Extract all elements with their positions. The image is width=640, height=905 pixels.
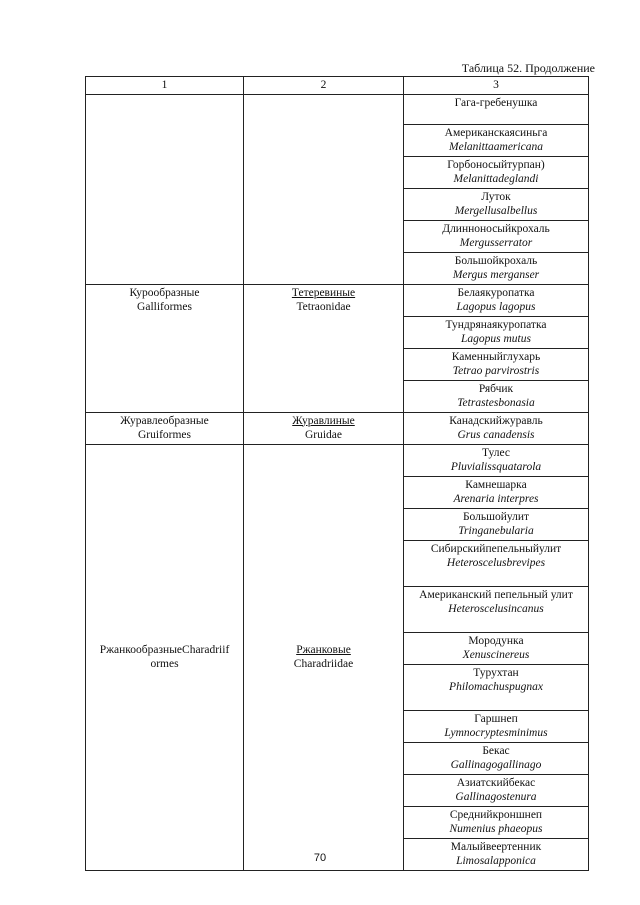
order-name-ru: Курообразные bbox=[129, 286, 200, 299]
species-cell bbox=[404, 316, 589, 348]
table-row bbox=[86, 94, 589, 124]
order-name-lat: Galliformes bbox=[137, 301, 192, 313]
species-cell bbox=[404, 540, 589, 586]
order-name-lat: ormes bbox=[150, 658, 179, 670]
species-name-lat: Limosalapponica bbox=[456, 855, 536, 867]
species-name-lat: Lagopus mutus bbox=[461, 333, 531, 345]
family-cell bbox=[244, 412, 404, 444]
species-cell bbox=[404, 508, 589, 540]
species-name-ru: Сибирскийпепельныйулит bbox=[430, 542, 562, 555]
table-row bbox=[86, 444, 589, 476]
species-name-ru: Бекас bbox=[482, 744, 510, 757]
species-name-lat: Arenaria interpres bbox=[453, 493, 539, 505]
species-name-ru: Гаршнеп bbox=[474, 712, 518, 725]
table-caption: Таблица 52. Продолжение bbox=[461, 61, 595, 75]
species-name-ru: Гага-гребенушка bbox=[454, 96, 538, 109]
order-cell bbox=[86, 94, 244, 284]
family-name-ru: Ржанковые bbox=[296, 643, 351, 656]
species-table bbox=[85, 76, 589, 871]
species-name-lat: Grus canadensis bbox=[457, 429, 535, 441]
species-name-ru: Азиатскийбекас bbox=[456, 776, 536, 789]
species-name-ru: Мородунка bbox=[468, 634, 524, 647]
species-name-lat: Philomachuspugnax bbox=[449, 681, 543, 693]
family-name-lat: Tetraonidae bbox=[296, 301, 351, 313]
species-name-lat: Lymnocryptesminimus bbox=[444, 727, 548, 739]
order-name-ru: Журавлеобразные bbox=[120, 414, 209, 427]
species-name-lat: Pluvialissquatarola bbox=[450, 461, 542, 473]
species-name-ru: Белаякуропатка bbox=[457, 286, 535, 299]
order-cell bbox=[86, 444, 244, 870]
header-col-2: 2 bbox=[244, 77, 404, 95]
species-cell bbox=[404, 476, 589, 508]
species-name-ru: Малыйвеертенник bbox=[450, 840, 542, 853]
family-cell bbox=[244, 94, 404, 284]
species-name-lat: Lagopus lagopus bbox=[456, 301, 536, 313]
family-name-ru: Журавлиные bbox=[292, 414, 355, 427]
species-cell bbox=[404, 156, 589, 188]
species-cell bbox=[404, 94, 589, 124]
species-name-ru: Канадскийжуравль bbox=[449, 414, 543, 427]
species-cell bbox=[404, 188, 589, 220]
species-cell bbox=[404, 586, 589, 632]
species-cell bbox=[404, 284, 589, 316]
species-name-lat: Gallinagostenura bbox=[455, 791, 537, 803]
page-number: 70 bbox=[313, 852, 327, 864]
order-cell bbox=[86, 412, 244, 444]
species-name-lat: Tringanebularia bbox=[458, 525, 534, 537]
species-cell bbox=[404, 348, 589, 380]
species-name-lat: Heteroscelusbrevipes bbox=[446, 557, 546, 569]
species-name-lat: Numenius phaeopus bbox=[449, 823, 543, 835]
species-cell bbox=[404, 220, 589, 252]
species-cell bbox=[404, 252, 589, 284]
table-row bbox=[86, 284, 589, 316]
species-cell bbox=[404, 444, 589, 476]
header-row bbox=[86, 77, 589, 95]
species-name-lat: Mergellusalbellus bbox=[454, 205, 538, 217]
species-cell bbox=[404, 806, 589, 838]
header-col-1: 1 bbox=[86, 77, 244, 95]
species-name-lat: Mergusserrator bbox=[459, 237, 533, 249]
order-name-lat: Gruiformes bbox=[137, 429, 191, 441]
species-name-lat: Mergus merganser bbox=[452, 269, 540, 281]
species-cell bbox=[404, 742, 589, 774]
species-name-lat: Melanittadeglandi bbox=[453, 173, 539, 185]
species-name-ru: Камнешарка bbox=[465, 478, 527, 491]
species-name-lat: Tetrastesbonasia bbox=[457, 397, 535, 409]
species-name-lat: Tetrao parvirostris bbox=[452, 365, 540, 377]
species-cell bbox=[404, 124, 589, 156]
order-cell bbox=[86, 284, 244, 412]
family-name-lat: Charadriidae bbox=[293, 658, 354, 670]
species-name-ru: Среднийкроншнеп bbox=[449, 808, 543, 821]
species-cell bbox=[404, 632, 589, 664]
family-name-ru: Тетеревиные bbox=[291, 286, 356, 299]
species-cell bbox=[404, 710, 589, 742]
species-name-lat: Gallinagogallinago bbox=[450, 759, 542, 771]
species-name-ru: Американскаясиньга bbox=[444, 126, 548, 139]
species-name-lat: Xenuscinereus bbox=[462, 649, 530, 661]
family-cell bbox=[244, 444, 404, 870]
species-cell bbox=[404, 664, 589, 710]
species-name-ru: Тундрянаякуропатка bbox=[445, 318, 547, 331]
species-name-ru: Тулес bbox=[482, 446, 510, 459]
order-name-ru: РжанкообразныеCharadriif bbox=[99, 643, 230, 656]
species-cell bbox=[404, 774, 589, 806]
species-name-ru: Турухтан bbox=[473, 666, 519, 679]
species-name-ru: Горбоносыйтурпан) bbox=[447, 158, 545, 171]
species-name-ru: Американский пепельный улит bbox=[419, 588, 573, 601]
species-name-lat: Heteroscelusincanus bbox=[448, 603, 544, 615]
family-cell bbox=[244, 284, 404, 412]
species-name-ru: Большойкрохаль bbox=[454, 254, 538, 267]
header-col-3: 3 bbox=[404, 77, 589, 95]
species-cell bbox=[404, 412, 589, 444]
table-row bbox=[86, 412, 589, 444]
species-name-lat: Melanittaamericana bbox=[449, 141, 543, 153]
species-cell bbox=[404, 380, 589, 412]
species-name-ru: Рябчик bbox=[478, 382, 514, 395]
species-name-ru: Длинноносыйкрохаль bbox=[442, 222, 550, 235]
species-name-ru: Большойулит bbox=[462, 510, 530, 523]
species-name-ru: Луток bbox=[481, 190, 511, 203]
species-name-ru: Каменныйглухарь bbox=[451, 350, 541, 363]
family-name-lat: Gruidae bbox=[304, 429, 343, 441]
